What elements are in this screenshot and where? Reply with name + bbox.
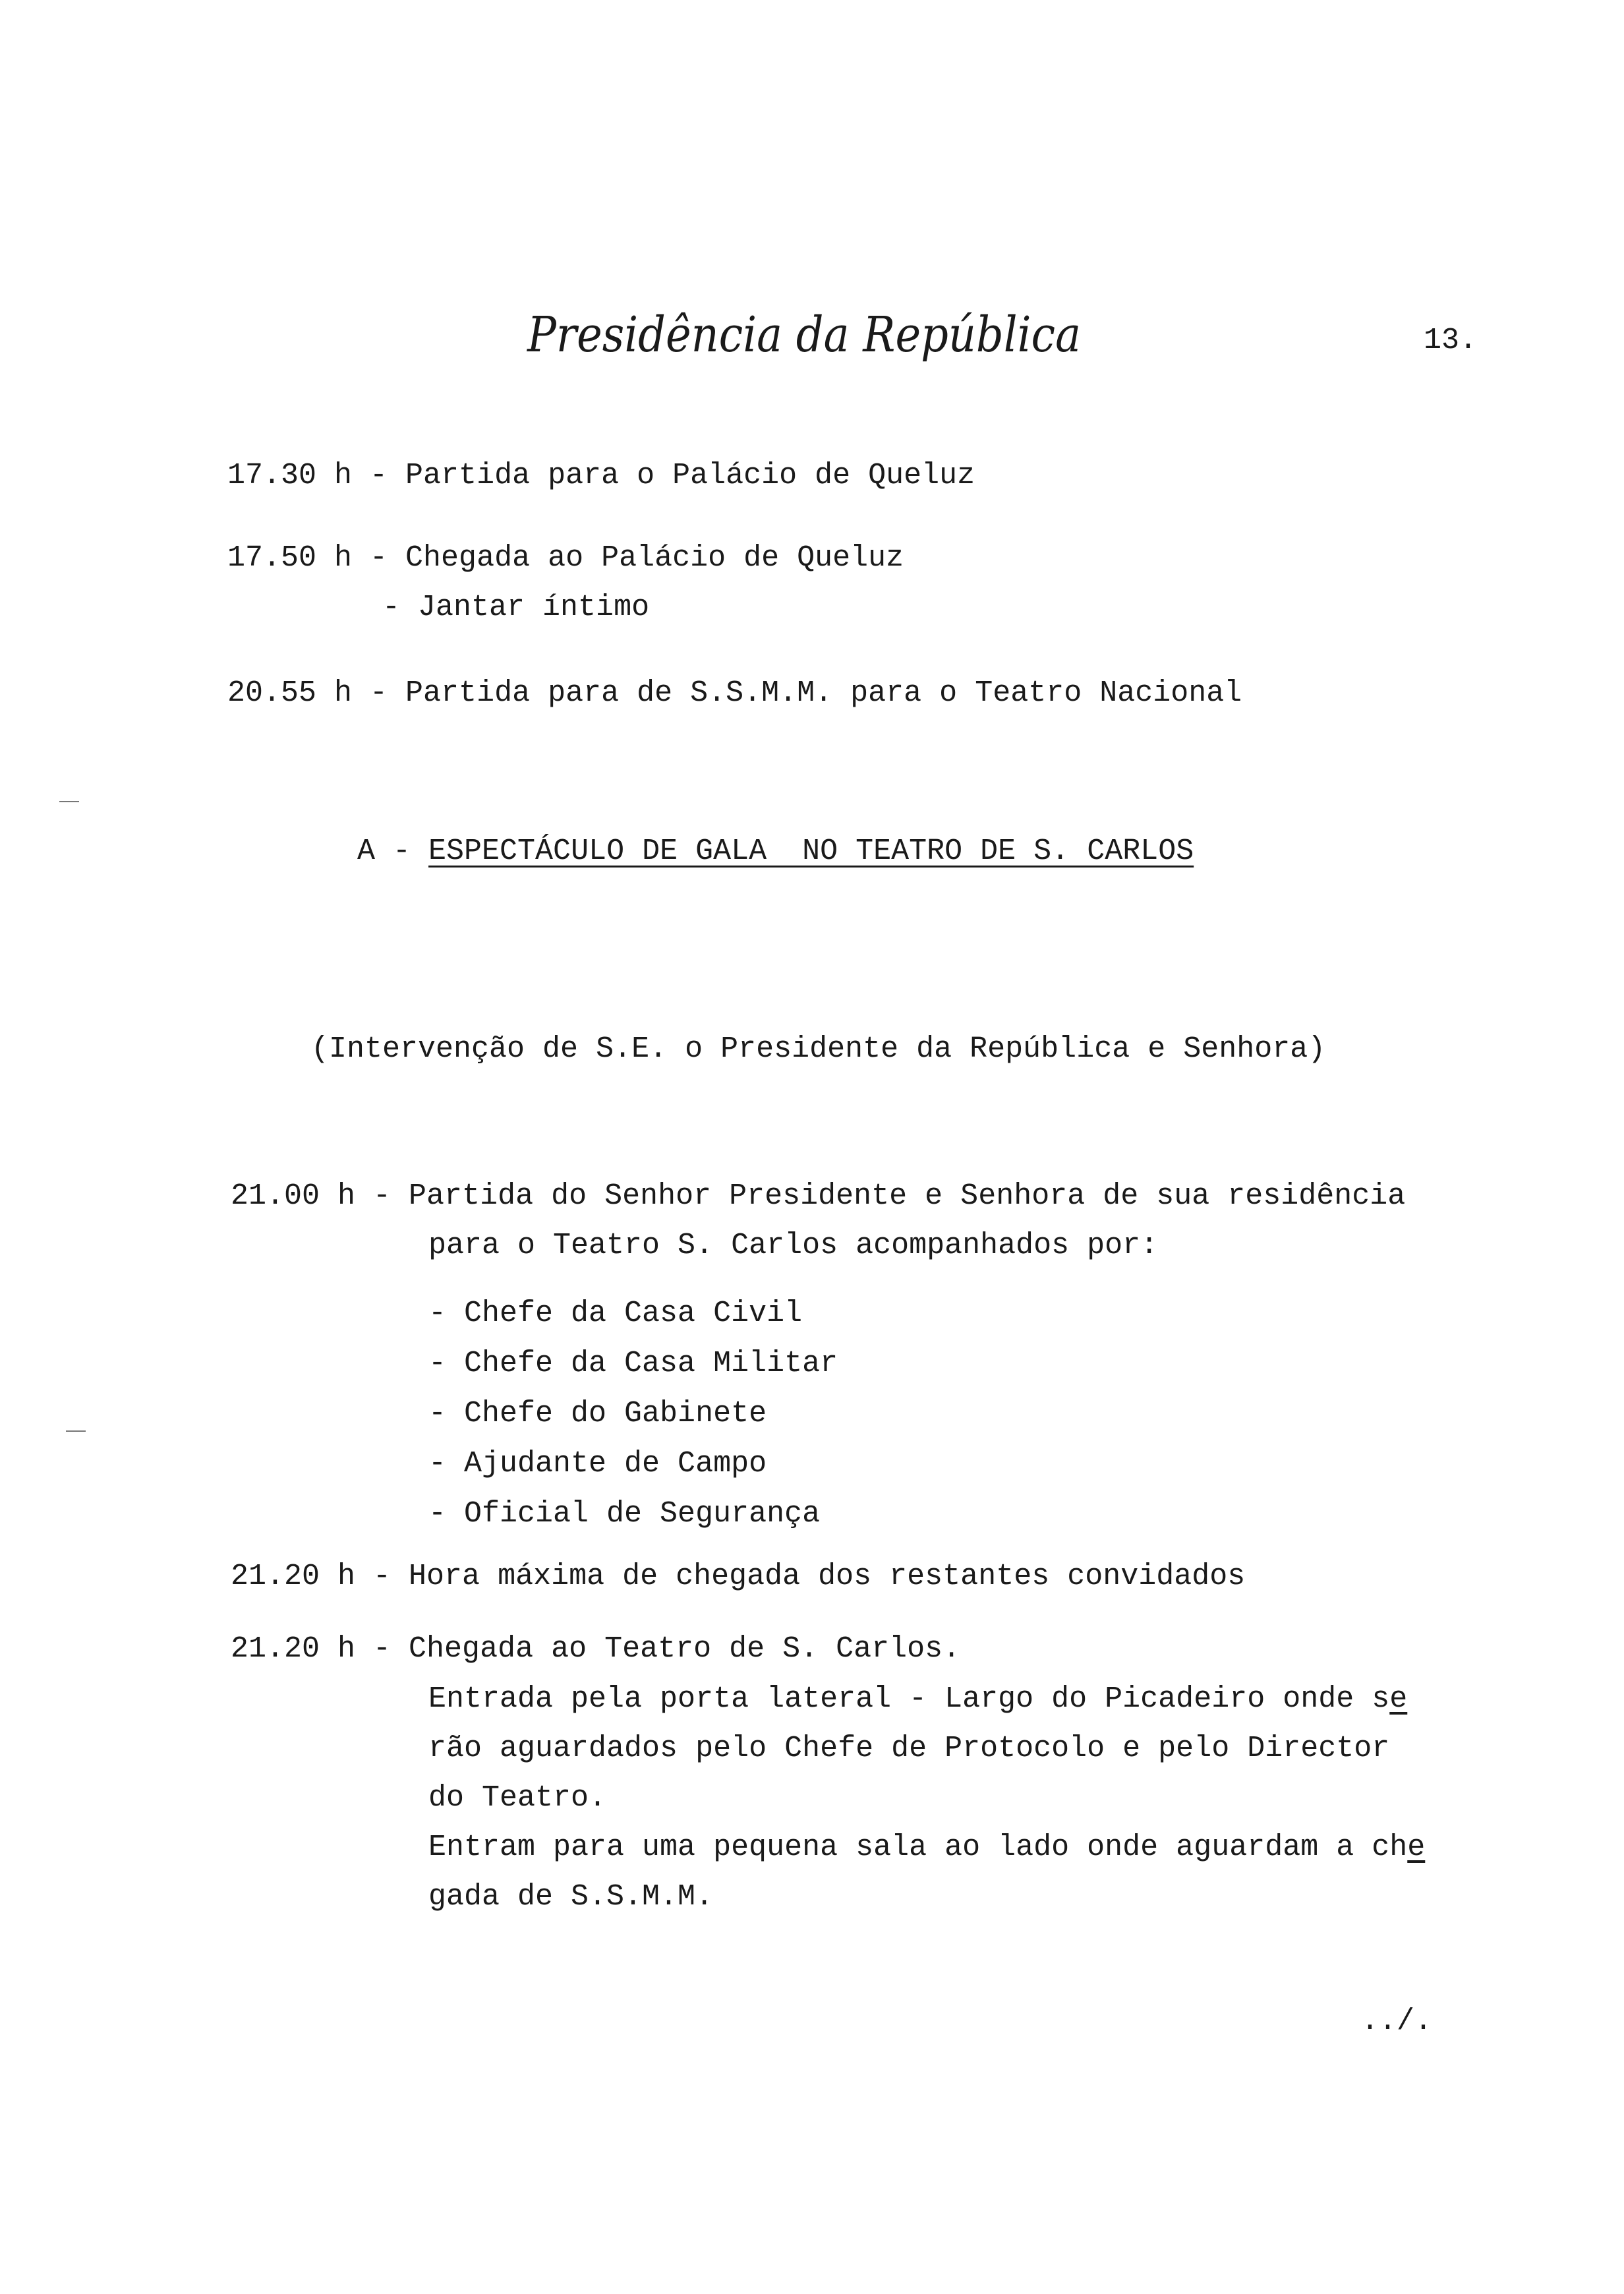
section-prefix: A - [357, 835, 411, 868]
letterhead-text: Presidência da República [526, 307, 1081, 363]
syllable-break: e [1407, 1831, 1426, 1864]
list-item: - Chefe do Gabinete [428, 1397, 767, 1430]
detail-line: do Teatro. [428, 1781, 607, 1815]
entry-2120-details [428, 1674, 1425, 1922]
schedule-entry-1750: 17.50 h - Chegada ao Palácio de Queluz [227, 534, 904, 583]
entry-text: Jantar íntimo [418, 591, 650, 624]
entry-time: 17.50 h [227, 541, 353, 575]
entry-text: Chegada ao Palácio de Queluz [405, 541, 904, 575]
entry-text: Hora máxima de chegada dos restantes convidados [409, 1560, 1246, 1593]
entry-text: Partida para de S.S.M.M. para o Teatro Nacional [405, 676, 1242, 710]
list-item: - Chefe da Casa Militar [428, 1347, 838, 1380]
intervention-note: (Intervenção de S.E. o Presidente da República e Senhora) [311, 1032, 1326, 1066]
section-title: ESPECTÁCULO DE GALA NO TEATRO DE S. CARLOS [428, 835, 1194, 868]
letterhead [521, 287, 1088, 386]
entry-text: Chegada ao Teatro de S. Carlos. [409, 1632, 961, 1666]
syllable-break: e [1389, 1682, 1408, 1716]
detail-line: gada de S.S.M.M. [428, 1880, 714, 1914]
schedule-entry-2120-arrival-deadline: 21.20 h - Hora máxima de chegada dos restantes convidados [231, 1552, 1245, 1601]
entry-time: 20.55 h [227, 676, 353, 710]
schedule-entry-2055: 20.55 h - Partida para de S.S.M.M. para o Teatro Nacional [227, 669, 1242, 718]
entry-time: 21.20 h [231, 1632, 356, 1666]
continuation-mark: ../. [1361, 2005, 1433, 2038]
list-item: - Chefe da Casa Civil [428, 1297, 803, 1330]
entry-text: Partida para o Palácio de Queluz [405, 459, 975, 492]
companions-list [428, 1289, 838, 1539]
letterhead-wordmark [521, 287, 1088, 386]
entry-text: Partida do Senhor Presidente e Senhora de sua residência [409, 1179, 1406, 1213]
detail-line: rão aguardados pelo Chefe de Protocolo e pelo Director [428, 1732, 1390, 1765]
entry-time: 21.00 h [231, 1179, 356, 1213]
detail-line: Entram para uma pequena sala ao lado onde aguardam a che [428, 1831, 1426, 1864]
section-heading [357, 827, 1194, 876]
schedule-entry-1730: 17.30 h - Partida para o Palácio de Queluz [227, 452, 975, 500]
detail-line: Entrada pela porta lateral - Largo do Picadeiro onde se [428, 1682, 1408, 1716]
list-item: - Ajudante de Campo [428, 1447, 767, 1481]
entry-time: 17.30 h [227, 459, 353, 492]
schedule-entry-dinner: - Jantar íntimo [382, 591, 650, 624]
scan-speck [59, 801, 79, 802]
page-number: 13. [1424, 324, 1478, 357]
schedule-entry-2100: 21.00 h - Partida do Senhor Presidente e Senhora de sua residência [231, 1172, 1405, 1221]
schedule-entry-2120-arrival: 21.20 h - Chegada ao Teatro de S. Carlos. [231, 1625, 960, 1674]
scan-speck [66, 1430, 86, 1432]
list-item: - Oficial de Segurança [428, 1497, 821, 1531]
entry-2100-continuation: para o Teatro S. Carlos acompanhados por: [428, 1229, 1159, 1262]
entry-time: 21.20 h [231, 1560, 356, 1593]
